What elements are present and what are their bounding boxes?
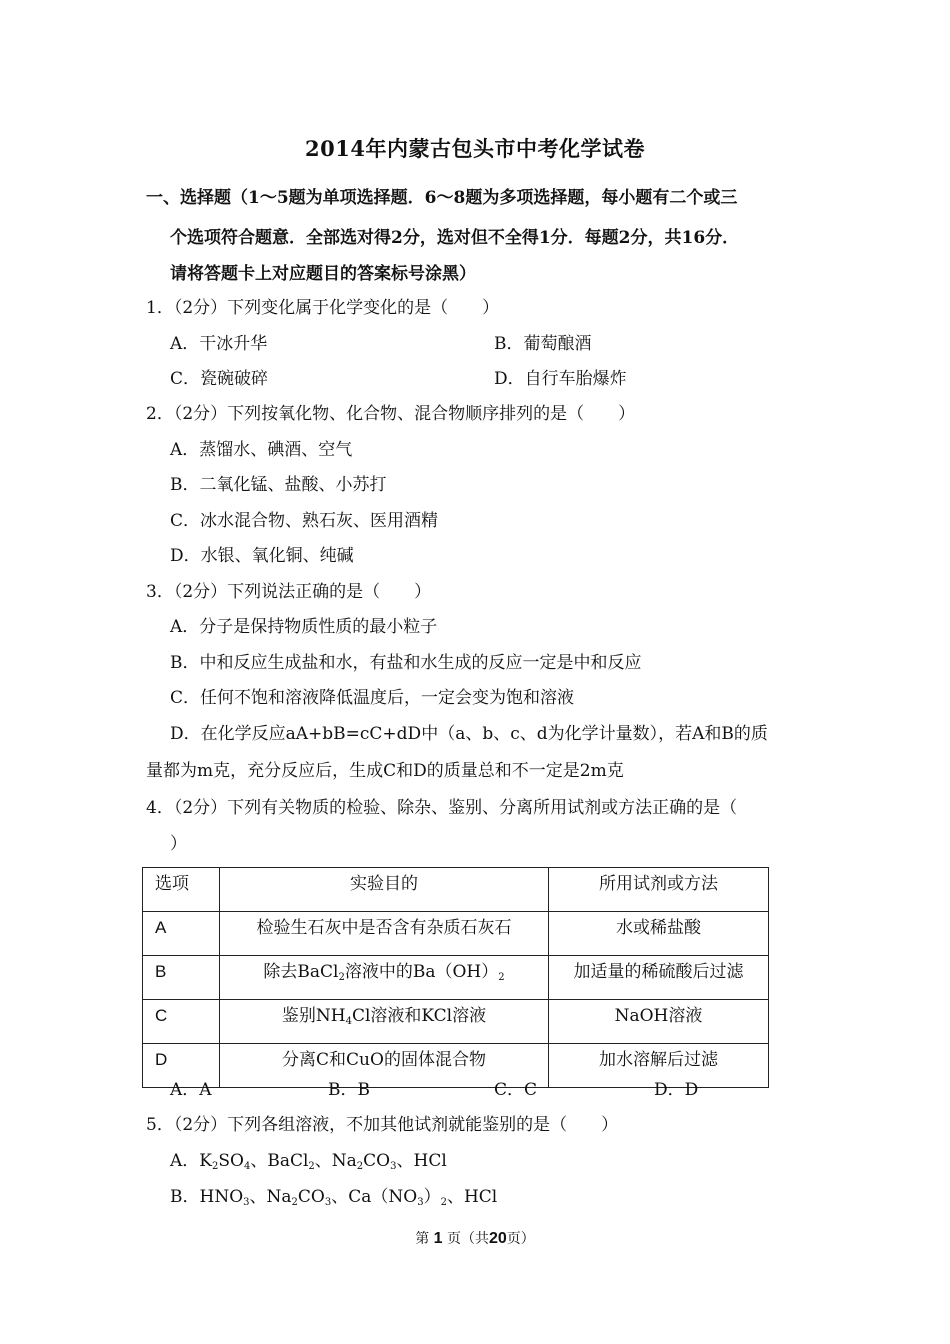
table-cell-method: 水或稀盐酸 bbox=[549, 912, 769, 956]
section-heading-line-1: 一、选择题（1～5题为单项选择题．6～8题为多项选择题，每小题有二个或三 bbox=[146, 188, 738, 208]
question-1-option-c: C．瓷碗破碎 bbox=[170, 369, 269, 389]
table-cell-option: A bbox=[143, 912, 220, 956]
table-cell-option: C bbox=[143, 1000, 220, 1044]
table-cell-method: NaOH溶液 bbox=[549, 1000, 769, 1044]
question-1-option-b: B．葡萄酿酒 bbox=[494, 334, 592, 354]
question-4-option-a: A．A bbox=[170, 1080, 212, 1100]
table-header-option: 选项 bbox=[143, 868, 220, 912]
table-header-method: 所用试剂或方法 bbox=[549, 868, 769, 912]
page-title: 2014年内蒙古包头市中考化学试卷 bbox=[305, 136, 645, 161]
question-5-stem: 5．（2分）下列各组溶液，不加其他试剂就能鉴别的是（ ） bbox=[146, 1115, 619, 1135]
question-4-table bbox=[142, 867, 769, 1088]
total-page-count: 20 bbox=[489, 1230, 507, 1247]
table-header-row bbox=[143, 868, 769, 912]
question-4-option-c: C．C bbox=[494, 1080, 538, 1100]
current-page-number: 1 bbox=[433, 1230, 443, 1247]
question-3-option-c: C．任何不饱和溶液降低温度后，一定会变为饱和溶液 bbox=[170, 688, 575, 708]
question-4-option-b: B．B bbox=[328, 1080, 370, 1100]
table-cell-option: D bbox=[143, 1044, 220, 1088]
section-heading-line-2: 个选项符合题意．全部选对得2分，选对但不全得1分．每题2分，共16分． bbox=[170, 228, 740, 248]
question-4-stem-line-1: 4．（2分）下列有关物质的检验、除杂、鉴别、分离所用试剂或方法正确的是（ bbox=[146, 798, 738, 818]
table-cell-option: B bbox=[143, 956, 220, 1000]
question-1-stem: 1．（2分）下列变化属于化学变化的是（ ） bbox=[146, 298, 500, 318]
question-1-option-a: A．干冰升华 bbox=[170, 334, 268, 354]
question-2-stem: 2．（2分）下列按氧化物、化合物、混合物顺序排列的是（ ） bbox=[146, 404, 636, 424]
question-5-option-a: A．$K_2SO_4$、BaCl$_2$、$Na_2CO_3$、HCl bbox=[170, 1151, 447, 1172]
table-cell-method: 加水溶解后过滤 bbox=[549, 1044, 769, 1088]
question-3-stem: 3．（2分）下列说法正确的是（ ） bbox=[146, 582, 432, 602]
section-heading-line-3: 请将答题卡上对应题目的答案标号涂黑） bbox=[170, 264, 476, 284]
question-3-option-d-line-1: D．在化学反应aA+bB=cC+dD中（a、b、c、d为化学计量数），若A和B的质 bbox=[170, 724, 768, 744]
question-2-option-c: C．冰水混合物、熟石灰、医用酒精 bbox=[170, 511, 439, 531]
question-1-option-d: D．自行车胎爆炸 bbox=[494, 369, 627, 389]
question-2-option-d: D．水银、氧化铜、纯碱 bbox=[170, 546, 354, 566]
table-cell-goal: 鉴别$NH_4Cl$溶液和KCl溶液 bbox=[220, 1000, 549, 1044]
table-row bbox=[143, 1000, 769, 1044]
question-3-option-a: A．分子是保持物质性质的最小粒子 bbox=[170, 617, 438, 637]
table-cell-method: 加适量的稀硫酸后过滤 bbox=[549, 956, 769, 1000]
question-3-option-b: B．中和反应生成盐和水，有盐和水生成的反应一定是中和反应 bbox=[170, 653, 642, 673]
question-4-option-d: D．D bbox=[654, 1080, 699, 1100]
page-footer: 第 1 页（共20页） bbox=[415, 1230, 535, 1247]
question-2-option-b: B．二氧化锰、盐酸、小苏打 bbox=[170, 475, 387, 495]
table-cell-goal: 除去BaCl$_2$溶液中的$Ba(OH)_2$ bbox=[220, 956, 549, 1000]
question-2-option-a: A．蒸馏水、碘酒、空气 bbox=[170, 440, 353, 460]
table-header-goal: 实验目的 bbox=[220, 868, 549, 912]
table-row bbox=[143, 912, 769, 956]
table-cell-goal: 分离C和CuO的固体混合物 bbox=[220, 1044, 549, 1088]
table-row bbox=[143, 956, 769, 1000]
question-5-option-b: B．$HNO_3$、$Na_2CO_3$、$Ca(NO_3)_2$、HCl bbox=[170, 1187, 498, 1208]
table-cell-goal: 检验生石灰中是否含有杂质石灰石 bbox=[220, 912, 549, 956]
question-3-option-d-line-2: 量都为m克，充分反应后，生成C和D的质量总和不一定是2m克 bbox=[146, 761, 624, 781]
question-4-stem-line-2: ） bbox=[170, 834, 187, 854]
